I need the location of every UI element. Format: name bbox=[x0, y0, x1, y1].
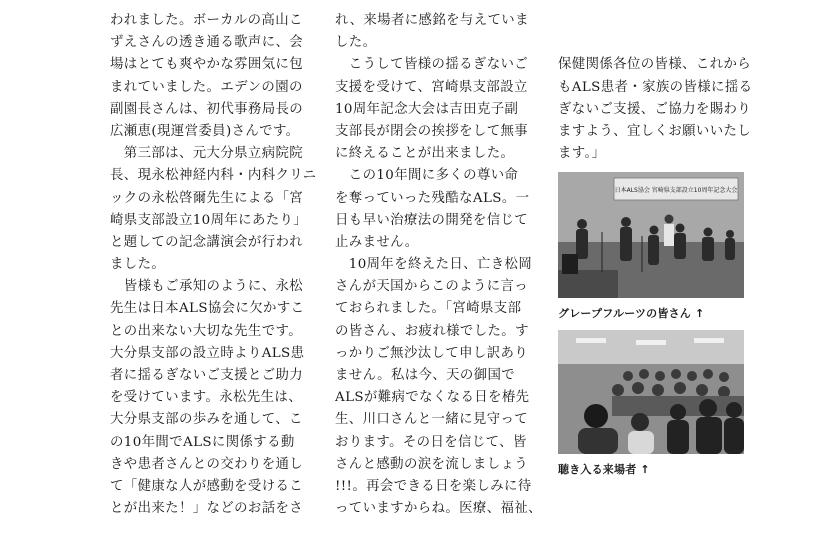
text-line: と題しての記念講演会が行われ bbox=[110, 234, 304, 250]
text-line: おります。その日を信じて、皆 bbox=[335, 434, 527, 450]
text-line: っていますからね。医療、福祉、 bbox=[335, 501, 542, 517]
text-line: ます。」 bbox=[558, 146, 606, 162]
text-line: ALSが難病でなくなる日を椿先 bbox=[335, 390, 530, 406]
text-line: 支援を受けて、宮崎県支部設立 bbox=[335, 79, 528, 95]
text-line: れ、来場者に感銘を与えていま bbox=[335, 13, 529, 28]
text-line: 日も早い治療法の開発を信じて bbox=[335, 212, 529, 228]
text-line: を受けています。永松先生は、 bbox=[110, 390, 302, 406]
text-line: 先生は日本ALS協会に欠かすこ bbox=[110, 301, 305, 317]
audience-photo-caption: 聴き入る来場者 ↑ bbox=[558, 463, 650, 476]
text-line: 副園長さんは、初代事務局長の bbox=[110, 101, 304, 117]
text-line: ますよう、宜しくお願いいたし bbox=[558, 123, 752, 139]
text-line: 止みません。 bbox=[335, 234, 419, 250]
text-line: !!!。再会できる日を楽しみに待 bbox=[335, 478, 532, 494]
text-line: とが出来た！」などのお話をさ bbox=[110, 501, 304, 517]
text-line: 長、現永松神経内科・内科クリニ bbox=[110, 168, 317, 184]
text-line: ックの永松啓爾先生による「宮 bbox=[110, 190, 304, 206]
text-line: ません。私は今、天の御国で bbox=[335, 368, 516, 383]
text-line: われました。ボーカルの高山こ bbox=[110, 13, 303, 28]
text-line: 者に揺るぎないご支援とご助力 bbox=[110, 368, 304, 383]
text-line: もALS患者・家族の皆様に揺る bbox=[558, 79, 753, 95]
text-line: 10周年を終えた日、亡き松岡 bbox=[335, 257, 533, 273]
text-line: 皆様もご承知のように、永松 bbox=[110, 279, 304, 295]
text-line: まれていました。エデンの園の bbox=[110, 79, 303, 95]
text-line: っかりご無沙汰して申し訳あり bbox=[335, 345, 529, 361]
text-line: 場はとても爽やかな雰囲気に包 bbox=[110, 57, 304, 73]
stage-banner-text: 日本ALS協会 宮崎県支部設立10周年記念大会 bbox=[614, 187, 738, 194]
text-line: の10年間でALSに関係する動 bbox=[110, 434, 295, 450]
band-photo-caption: グレープフルーツの皆さん ↑ bbox=[558, 307, 705, 320]
text-line: 大分県支部の設立時よりALS患 bbox=[110, 345, 305, 361]
text-line: こうして皆様の揺るぎないご bbox=[335, 57, 529, 73]
text-line: に終えることが出来ました。 bbox=[335, 146, 515, 162]
text-line: 大分県支部の歩みを通して、こ bbox=[110, 412, 303, 428]
text-line: 生、川口さんと一緒に見守って bbox=[335, 412, 529, 428]
text-line: との出来ない大切な先生です。 bbox=[110, 323, 302, 339]
article-column-1 bbox=[110, 10, 317, 520]
text-line: この10年間に多くの尊い命 bbox=[335, 168, 519, 184]
text-line: 第三部は、元大分県立病院院 bbox=[110, 146, 304, 162]
text-line: ずえさんの透き通る歌声に、会 bbox=[110, 35, 304, 51]
text-line: 崎県支部設立10周年にあたり」 bbox=[110, 212, 308, 228]
text-line: した。 bbox=[335, 35, 377, 51]
text-line: さんと感動の涙を流しましょう bbox=[335, 456, 529, 472]
audience-photo bbox=[558, 330, 744, 454]
text-line: て「健康な人が感動を受けるこ bbox=[110, 478, 304, 494]
text-line: さんが天国からこのように言っ bbox=[335, 279, 529, 295]
text-line: ぎないご支援、ご協力を賜わり bbox=[558, 101, 752, 117]
text-line: きや患者さんとの交わりを通し bbox=[110, 456, 304, 472]
text-line: 保健関係各位の皆様、これから bbox=[558, 57, 752, 73]
band-photo bbox=[558, 172, 744, 298]
text-line: 広瀬恵(現運営委員)さんです。 bbox=[110, 123, 300, 139]
text-line: 10周年記念大会は吉田克子副 bbox=[335, 101, 519, 117]
article-column-2 bbox=[335, 10, 542, 520]
text-line: 支部長が閉会の挨拶をして無事 bbox=[335, 123, 529, 139]
text-line: の皆さん、お疲れ様でした。す bbox=[335, 323, 529, 339]
text-line: ました。 bbox=[110, 257, 166, 273]
text-line: を奪っていった残酷なALS。一 bbox=[335, 190, 530, 206]
text-line: ておられました。「宮崎県支部 bbox=[335, 301, 522, 317]
